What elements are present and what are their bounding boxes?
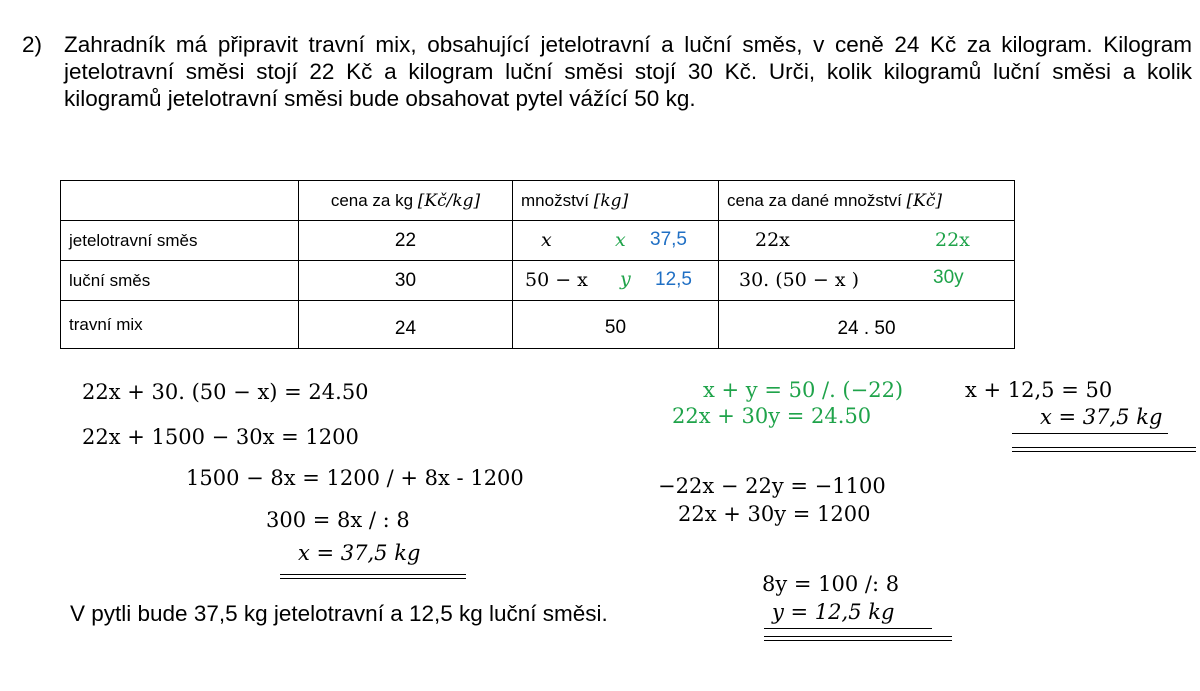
left-result-double-underline <box>280 574 466 579</box>
header-cost <box>719 181 1015 221</box>
row-cost <box>719 221 1015 261</box>
side-result-underline <box>1012 433 1168 434</box>
cost-expr: 30. (50 − x ) <box>739 269 860 291</box>
row-label: travní mix <box>61 301 299 349</box>
row-price: 22 <box>299 221 513 261</box>
header-price <box>299 181 513 221</box>
qty-expr: 50 − x <box>525 269 588 291</box>
data-table <box>60 180 1015 349</box>
qty-var: y <box>620 268 631 290</box>
row-price: 30 <box>299 261 513 301</box>
table-row <box>61 261 1015 301</box>
problem-number: 2) <box>22 32 43 57</box>
table-row <box>61 221 1015 261</box>
cost-expr: 22x <box>755 229 790 251</box>
header-qty-unit: [kg] <box>593 190 629 211</box>
header-qty-text: množství <box>521 190 594 210</box>
row-qty <box>513 221 719 261</box>
qty-expr: x <box>541 229 552 251</box>
left-eq-4: 300 = 8x / : 8 <box>266 508 410 532</box>
right-result: y = 12,5 kg <box>772 600 895 624</box>
row-label: jetelotravní směs <box>61 221 299 261</box>
right-result-double-underline <box>764 636 952 641</box>
right-result-underline <box>764 628 932 629</box>
header-cost-text: cena za dané množství <box>727 190 907 210</box>
header-price-text: cena za kg <box>330 190 418 210</box>
right-eq-3: 8y = 100 /: 8 <box>762 572 900 596</box>
row-qty: 50 <box>513 301 719 349</box>
problem-text: Zahradník má připravit travní mix, obsahující jetelotravní a luční směs, v ceně 24 Kč za kilogram. Kilogram jetelotravní směsi stojí 22 Kč a kilogram luční směsi stojí 30 Kč. Urči, kolik kilogramů luční směsi a kolik kilogramů jetelotravní směsi bude obsahovat pytel vážící 50 kg. <box>64 32 1192 111</box>
right-green-eq-1: x + y = 50 /. (−22) <box>703 378 904 402</box>
left-result: x = 37,5 kg <box>298 541 421 565</box>
header-price-unit: [Kč/kg] <box>417 190 481 211</box>
right-side-result: x = 37,5 kg <box>1040 405 1163 429</box>
left-eq-1: 22x + 30. (50 − x) = 24.50 <box>82 380 369 404</box>
cost-alt: 22x <box>935 229 970 251</box>
qty-value: 37,5 <box>650 229 687 250</box>
row-label: luční směs <box>61 261 299 301</box>
left-eq-3: 1500 − 8x = 1200 / + 8x - 1200 <box>186 466 524 490</box>
right-side-eq-1: x + 12,5 = 50 <box>965 378 1113 402</box>
qty-var: x <box>615 229 626 251</box>
left-eq-2: 22x + 1500 − 30x = 1200 <box>82 425 359 449</box>
header-cost-unit: [Kč] <box>906 190 943 211</box>
row-qty <box>513 261 719 301</box>
table-row <box>61 301 1015 349</box>
header-empty <box>61 181 299 221</box>
right-eq-2: 22x + 30y = 1200 <box>678 502 871 526</box>
table-header-row <box>61 181 1015 221</box>
row-price: 24 <box>299 301 513 349</box>
side-result-double-underline <box>1012 447 1196 452</box>
cost-alt: 30y <box>933 267 964 288</box>
right-green-eq-2: 22x + 30y = 24.50 <box>672 404 872 428</box>
answer-text: V pytli bude 37,5 kg jetelotravní a 12,5 kg luční směsi. <box>70 601 608 626</box>
row-cost: 24 . 50 <box>719 301 1015 349</box>
right-eq-1: −22x − 22y = −1100 <box>658 474 886 498</box>
header-qty <box>513 181 719 221</box>
qty-value: 12,5 <box>655 269 692 290</box>
row-cost <box>719 261 1015 301</box>
